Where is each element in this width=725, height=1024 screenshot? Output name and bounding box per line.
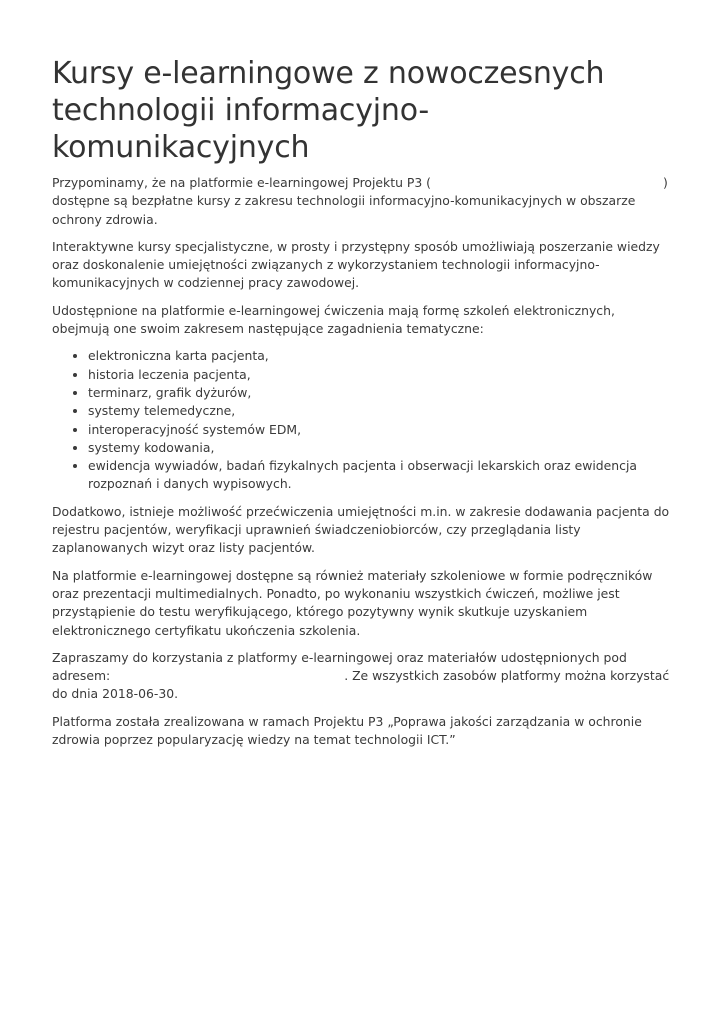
article [52, 55, 672, 758]
topics-intro-paragraph: Udostępnione na platformie e-learningowej ćwiczenia mają formę szkoleń elektronicznych, obejmują one swoim zakresem następujące zagadnienia tematyczne: [52, 302, 615, 337]
intro-text-start: Przypominamy, że na platformie e-learningowej Projektu P3 ( [52, 175, 432, 190]
list-item: • ewidencja wywiadów, badań fizykalnych pacjenta i obserwacji lekarskich oraz ewidencja rozpoznań i danych wypisowych. [88, 457, 672, 494]
materials-paragraph: Na platformie e-learningowej dostępne są również materiały szkoleniowe w formie podręczników oraz prezentacji multimedialnych. Ponadto, po wykonaniu wszystkich ćwiczeń, możliwe jest przystąpienie do testu weryfikującego, którego pozytywny wynik skutkuje uzyskaniem elektronicznego certyfikatu ukończenia szkolenia. [52, 567, 653, 638]
list-item: • elektroniczna karta pacjenta, [88, 347, 672, 365]
list-item: • historia leczenia pacjenta, [88, 366, 672, 384]
invite-text-start: Zapraszamy do korzystania z platformy e-learningowej oraz materiałów udostępnionych pod adresem: [52, 649, 627, 684]
page-title: Kursy e-learningowe z nowoczesnych technologii informacyjno-komunikacyjnych [52, 56, 605, 165]
list-item: • systemy kodowania, [88, 439, 672, 457]
intro-paragraph [52, 174, 672, 229]
topics-list [52, 347, 672, 493]
intro-text-end: ) dostępne są bezpłatne kursy z zakresu technologii informacyjno-komunikacyjnych w obszarze ochrony zdrowia. [52, 175, 668, 227]
practice-paragraph: Dodatkowo, istnieje możliwość przećwiczenia umiejętności m.in. w zakresie dodawania pacjenta do rejestru pacjentów, weryfikacji uprawnień świadczeniobiorców, czy przeglądania listy zaplanowanych wizyt oraz listy pacjentów. [52, 503, 670, 556]
invite-text-end: . Ze wszystkich zasobów platformy można korzystać do dnia 2018-06-30. [52, 668, 670, 702]
invite-paragraph [52, 649, 672, 704]
courses-paragraph: Interaktywne kursy specjalistyczne, w prosty i przystępny sposób umożliwiają poszerzanie wiedzy oraz doskonalenie umiejętności związanych z wykorzystaniem technologii informacyjno-komunikacyjnych w codziennej pracy zawodowej. [52, 238, 660, 291]
list-item: • systemy telemedyczne, [88, 402, 672, 420]
list-item: • terminarz, grafik dyżurów, [88, 384, 672, 402]
project-paragraph: Platforma została zrealizowana w ramach Projektu P3 „Poprawa jakości zarządzania w ochronie zdrowia poprzez popularyzację wiedzy na temat technologii ICT.” [52, 713, 642, 748]
list-item: • interoperacyjność systemów EDM, [88, 421, 672, 439]
